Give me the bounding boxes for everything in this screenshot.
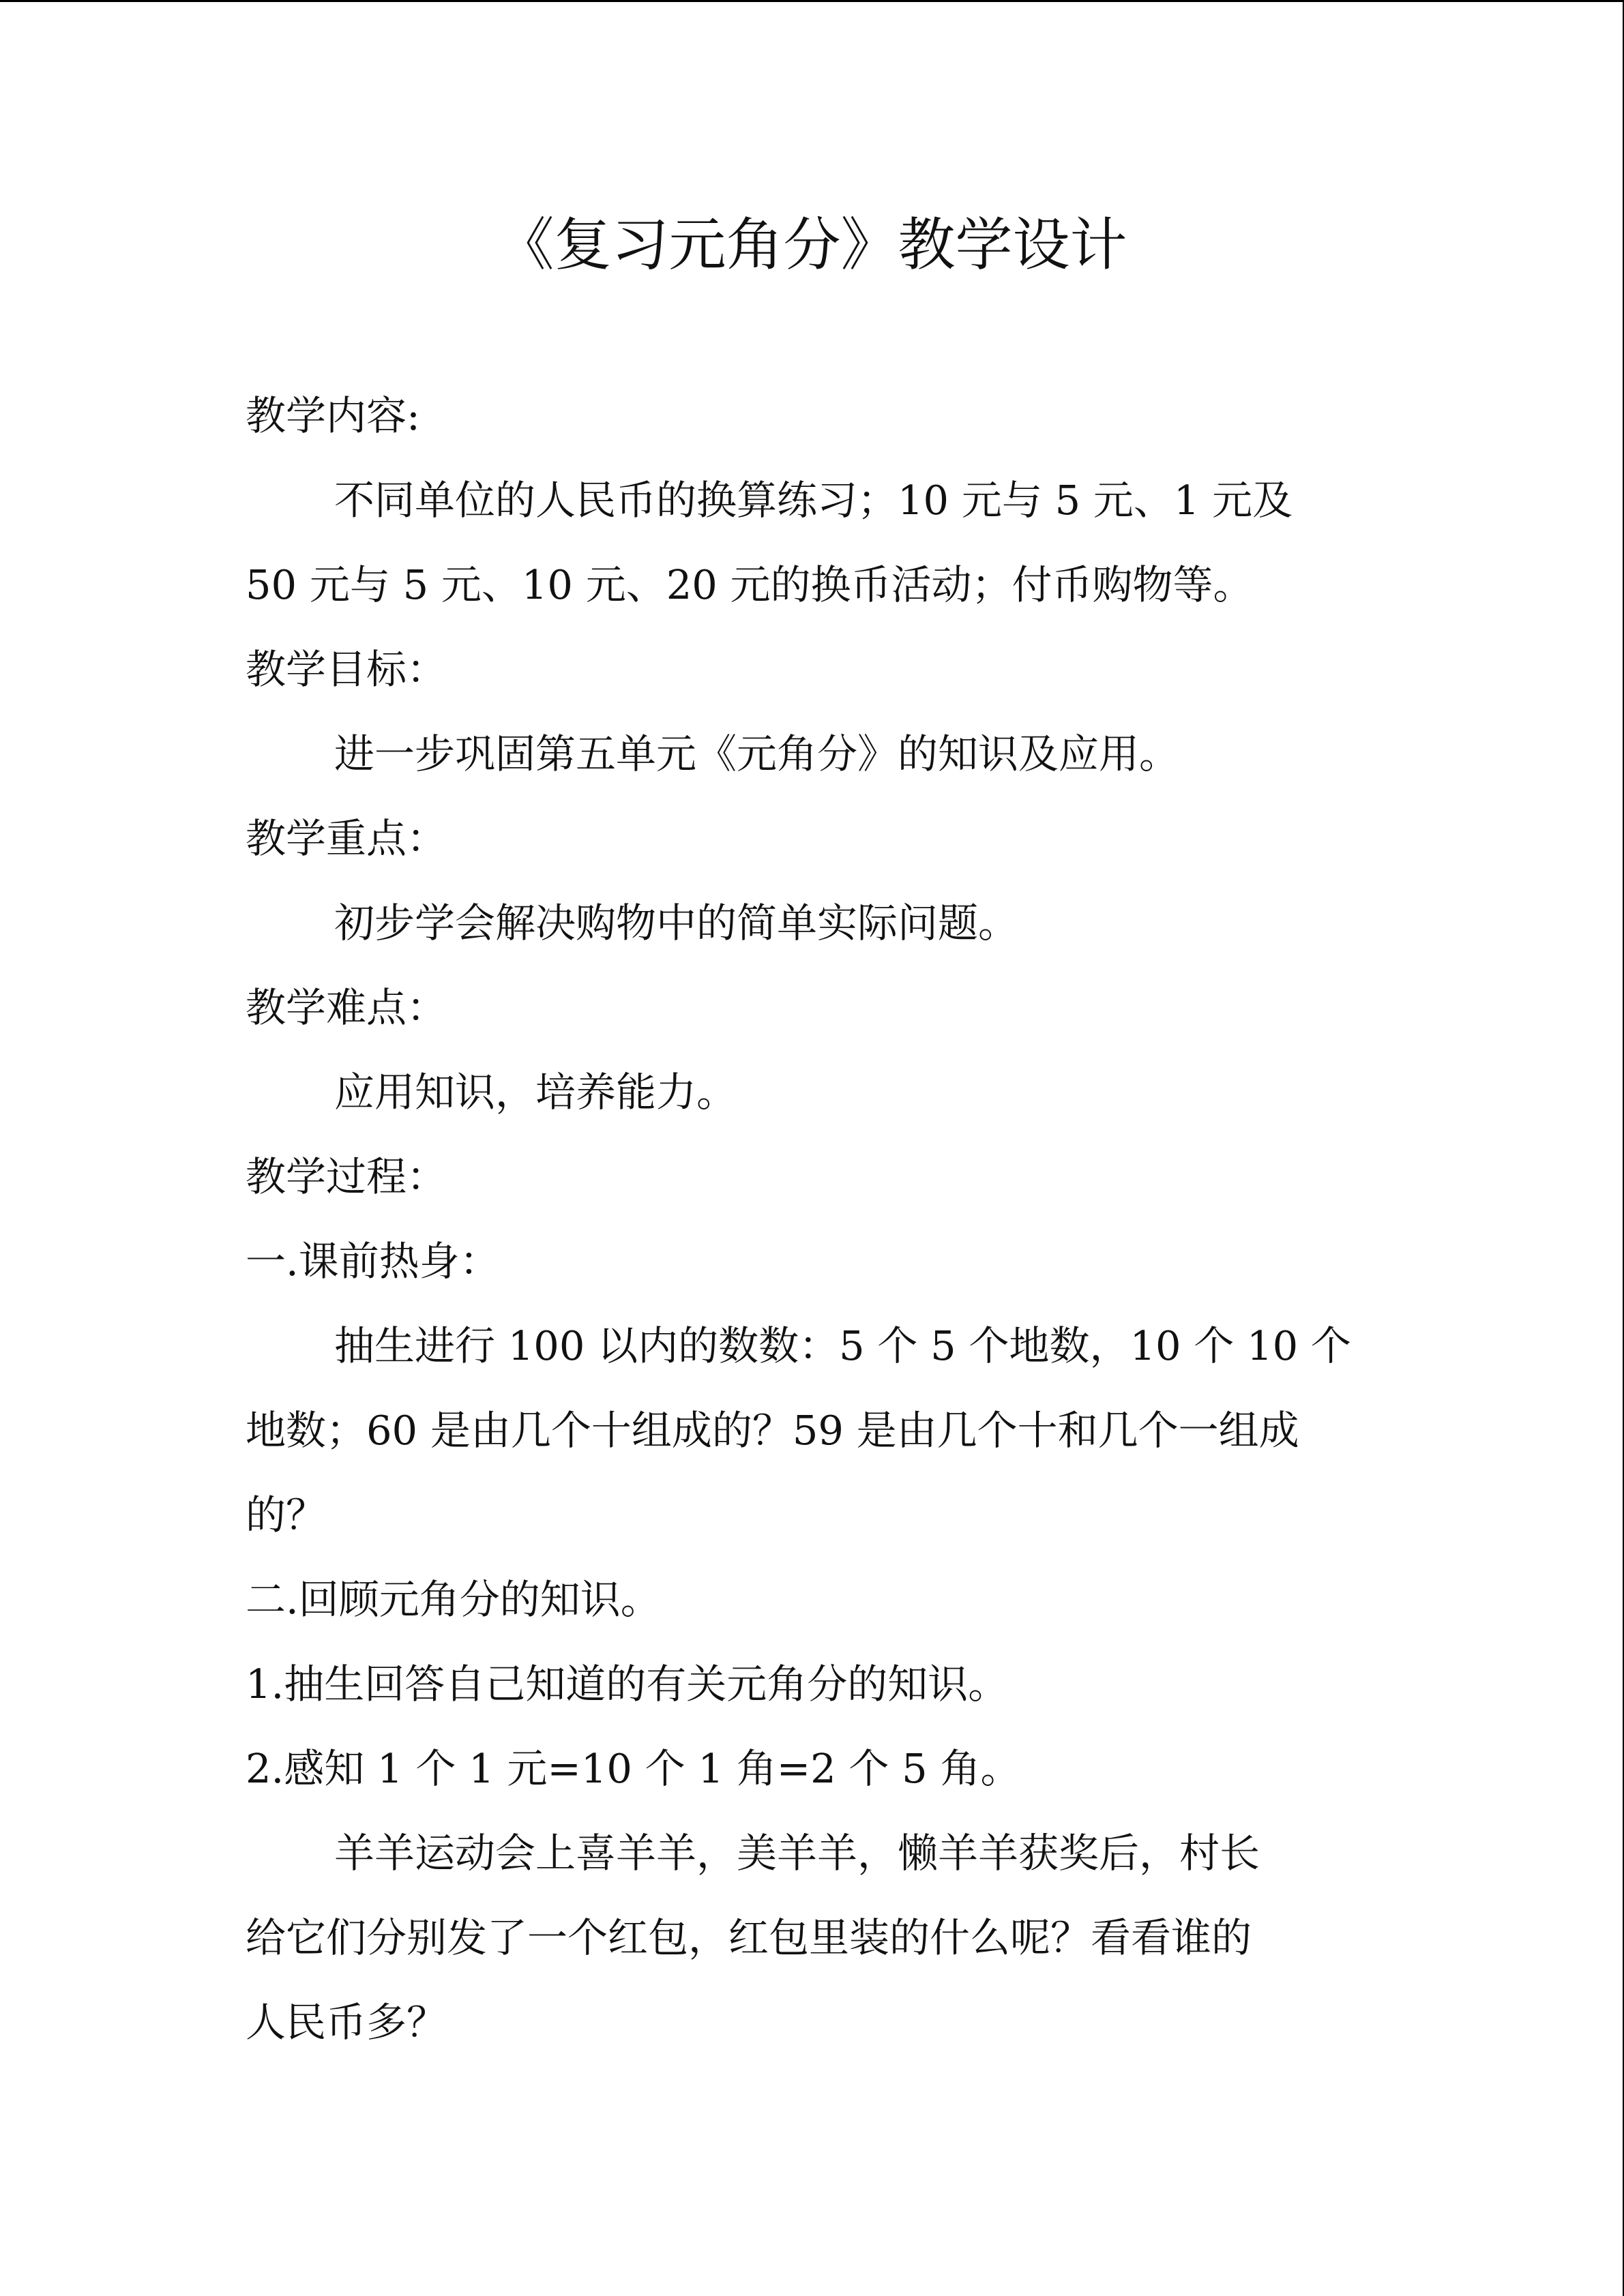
paragraph-line: 不同单位的人民币的换算练习；10 元与 5 元、1 元及 bbox=[334, 477, 1293, 524]
section-heading-content: 教学内容: bbox=[246, 392, 420, 439]
paragraph-line: 给它们分别发了一个红包，红包里装的什么呢？看看谁的 bbox=[246, 1914, 1252, 1961]
subsection-heading-warmup: 一.课前热身： bbox=[246, 1238, 500, 1285]
paragraph-line: 的？ bbox=[246, 1491, 327, 1538]
subsection-heading-review: 二.回顾元角分的知识。 bbox=[246, 1576, 661, 1623]
section-heading-key-points: 教学重点： bbox=[246, 815, 447, 862]
paragraph-line: 羊羊运动会上喜羊羊，美羊羊，懒羊羊获奖后，村长 bbox=[334, 1830, 1260, 1877]
paragraph-line: 初步学会解决购物中的简单实际问题。 bbox=[334, 899, 1019, 946]
paragraph-line: 抽生进行 100 以内的数数：5 个 5 个地数，10 个 10 个 bbox=[334, 1322, 1351, 1369]
list-item: 1.抽生回答自己知道的有关元角分的知识。 bbox=[246, 1660, 1009, 1708]
document-body bbox=[246, 374, 1364, 2065]
section-heading-process: 教学过程： bbox=[246, 1153, 447, 1200]
paragraph-line: 地数；60 是由几个十组成的？59 是由几个十和几个一组成 bbox=[246, 1407, 1299, 1454]
paragraph-line: 人民币多？ bbox=[246, 1999, 447, 2046]
paragraph-line: 50 元与 5 元、10 元、20 元的换币活动；付币购物等。 bbox=[246, 561, 1254, 608]
paragraph-line: 应用知识，培养能力。 bbox=[334, 1069, 737, 1116]
section-heading-difficulties: 教学难点： bbox=[246, 984, 447, 1031]
document-title: 《复习元角分》教学设计 bbox=[497, 211, 1127, 278]
section-heading-objectives: 教学目标： bbox=[246, 646, 447, 693]
paragraph-line: 进一步巩固第五单元《元角分》的知识及应用。 bbox=[334, 730, 1180, 777]
list-item: 2.感知 1 个 1 元=10 个 1 角=2 个 5 角。 bbox=[246, 1745, 1021, 1792]
